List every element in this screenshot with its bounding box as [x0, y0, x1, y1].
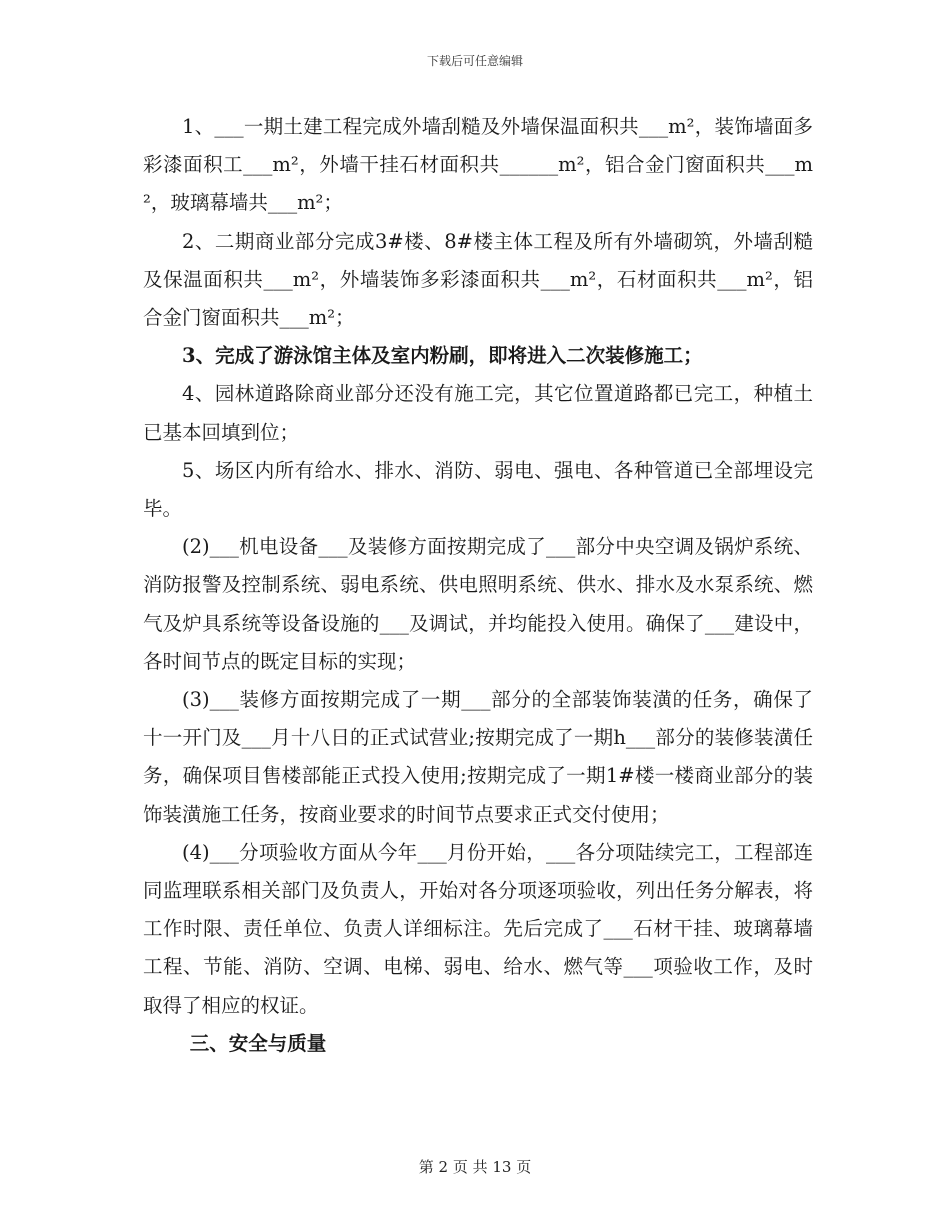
section-heading: 三、安全与质量	[189, 1031, 327, 1055]
document-body	[143, 108, 813, 1063]
paragraph-item-5: 5、场区内所有给水、排水、消防、弱电、强电、各种管道已全部埋设完毕。	[143, 458, 813, 521]
paragraph-item-1: 1、___一期土建工程完成外墙刮糙及外墙保温面积共___m²，装饰墙面多彩漆面积工___m²，外墙干挂石材面积共______m²，铝合金门窗面积共___m²，玻璃幕墙共___m²；	[143, 115, 813, 215]
page-number: 第 2 页 共 13 页	[418, 1158, 532, 1176]
paragraph-mep-equipment: (2)___机电设备___及装修方面按期完成了___部分中央空调及锅炉系统、消防报警及控制系统、弱电系统、供电照明系统、供水、排水及水泵系统、燃气及炉具系统等设备设施的___及调试，并均能投入使用。确保了___建设中，各时间节点的既定目标的实现；	[143, 535, 813, 673]
paragraph-item-4: 4、园林道路除商业部分还没有施工完，其它位置道路都已完工，种植土已基本回填到位；	[143, 382, 813, 444]
paragraph-decoration: (3)___装修方面按期完成了一期___部分的全部装饰装潢的任务，确保了十一开门及___月十八日的正式试营业;按期完成了一期h___部分的装修装潢任务，确保项目售楼部能正式投入使用;按期完成了一期1#楼一楼商业部分的装饰装潢施工任务，按商业要求的时间节点要求正式交付使用；	[143, 688, 813, 826]
page-header: 下载后可任意编辑	[426, 54, 523, 68]
paragraph-acceptance: (4)___分项验收方面从今年___月份开始，___各分项陆续完工，工程部连同监理联系相关部门及负责人，开始对各分项逐项验收，列出任务分解表，将工作时限、责任单位、负责人详细标注。先后完成了___石材干挂、玻璃幕墙工程、节能、消防、空调、电梯、弱电、给水、燃气等___项验收工作，及时取得了相应的权证。	[143, 840, 813, 1017]
paragraph-item-3: 3、完成了游泳馆主体及室内粉刷，即将进入二次装修施工；	[182, 344, 703, 368]
paragraph-item-2: 2、二期商业部分完成3#楼、8#楼主体工程及所有外墙砌筑，外墙刮糙及保温面积共___m²，外墙装饰多彩漆面积共___m²，石材面积共___m²，铝合金门窗面积共___m²；	[143, 229, 813, 330]
